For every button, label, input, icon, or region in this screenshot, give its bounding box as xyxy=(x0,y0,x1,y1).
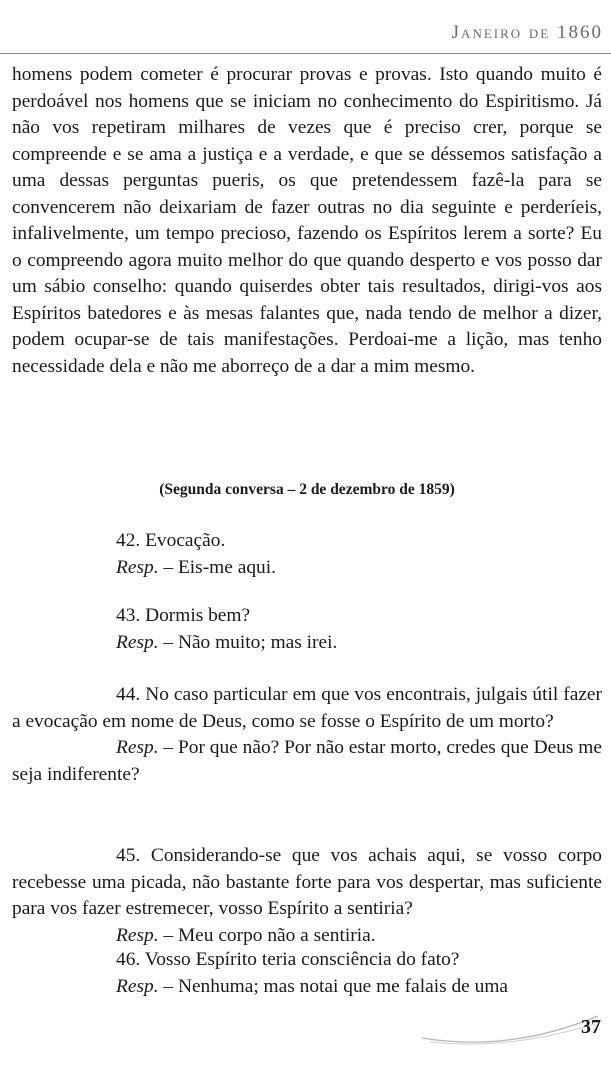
question: 42. Evocação. xyxy=(116,530,226,551)
answer xyxy=(12,735,602,788)
intro-paragraph: homens podem cometer é procurar provas e provas. Isto quando muito é perdoável nos homens que se iniciam no conhecimento do Espiritismo. Já não vos repetiram milhares de vezes que é preciso crer, porque se compreende e se ama a justiça e a verdade, e que se déssemos satisfação a uma dessas perguntas pueris, os que pretendessem fazê-la para se convencerem não deixariam de fazer outras no dia seguinte e perderíeis, infalivelmente, um tempo precioso, fazendo os Espíritos lerem a sorte? Eu o compreendo agora muito melhor do que quando desperto e vos posso dar um sábio conselho: quando quiserdes obter tais resultados, dirigi-vos aos Espíritos batedores e às mesas falantes que, nada tendo de melhor a dizer, podem ocupar-se de tais manifestações. Perdoai-me a lição, mas tenho necessidade dela e não me aborreço de a dar a mim mesmo. xyxy=(12,64,602,377)
qa-item-44 xyxy=(12,682,602,788)
resp-label: Resp. xyxy=(116,556,159,578)
qa-item-43 xyxy=(12,603,602,656)
qa-item-46 xyxy=(12,947,602,1000)
question: 45. Considerando-se que vos achais aqui, se vosso corpo recebesse uma picada, não bastante forte para vos despertar, mas suficiente para vos fazer estremecer, vosso Espírito a sentiria? xyxy=(12,845,602,919)
body-text xyxy=(12,62,602,380)
question: 44. No caso particular em que vos encontrais, julgais útil fazer a evocação em nome de Deus, como se fosse o Espírito de um morto? xyxy=(12,684,602,732)
answer xyxy=(12,630,602,657)
qa-item-45 xyxy=(12,843,602,949)
question: 43. Dormis bem? xyxy=(116,605,251,626)
resp-label: Resp. xyxy=(116,631,159,653)
answer-text: – Não muito; mas irei. xyxy=(158,631,338,653)
answer-text: – Eis-me aqui. xyxy=(158,556,276,578)
ornament-swoosh-icon xyxy=(420,1010,600,1046)
resp-label: Resp. xyxy=(116,975,159,997)
header-rule xyxy=(0,53,611,54)
resp-label: Resp. xyxy=(116,924,159,946)
resp-label: Resp. xyxy=(116,737,159,758)
section-heading: (Segunda conversa – 2 de dezembro de 1859) xyxy=(159,481,455,498)
page-number: 37 xyxy=(581,1016,601,1038)
running-header: Janeiro de 1860 xyxy=(451,22,603,43)
question: 46. Vosso Espírito teria consciência do fato? xyxy=(116,949,460,970)
qa-item-42 xyxy=(12,528,602,581)
answer xyxy=(12,974,602,1001)
answer xyxy=(12,923,602,950)
answer xyxy=(12,555,602,582)
answer-text: – Nenhuma; mas notai que me falais de uma xyxy=(158,975,509,997)
answer-text: – Por que não? Por não estar morto, credes que Deus me seja indiferente? xyxy=(12,737,602,785)
answer-text: – Meu corpo não a sentiria. xyxy=(158,924,376,946)
